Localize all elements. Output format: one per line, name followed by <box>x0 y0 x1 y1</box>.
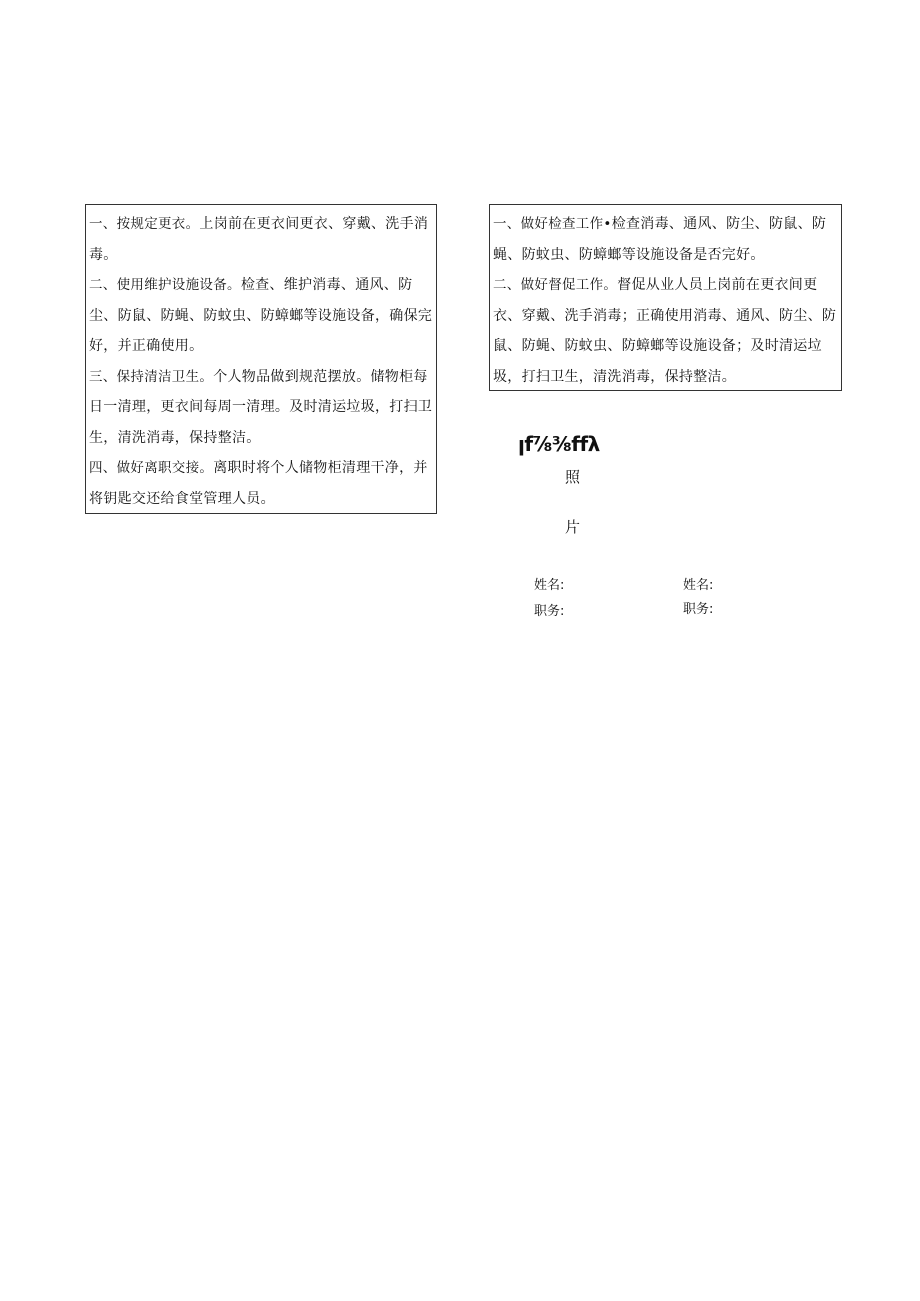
employee-rule-1 <box>89 209 433 270</box>
position-label-1: 职务: <box>534 604 565 619</box>
rule-body: 检查消毒、通风、防尘、防鼠、防蝇、防蚊虫、防蟑螂等设施设备是否完好。 <box>493 216 827 263</box>
employee-rule-2 <box>89 270 433 362</box>
manager-rules-box <box>489 204 842 391</box>
rule-heading: 一、做好检查工作• <box>493 216 612 232</box>
manager-rule-1 <box>493 209 838 270</box>
rule-heading: 二、使用维护设施设备。 <box>89 277 241 293</box>
manager-rule-2 <box>493 270 838 392</box>
rule-heading: 二、做好督促工作。 <box>493 277 618 293</box>
rule-heading: 一、按规定更衣。 <box>89 216 200 232</box>
rule-body: 离职时将个人储物柜清理干净，并将钥匙交还给食堂管理人员。 <box>89 460 428 507</box>
employee-rule-3 <box>89 362 433 454</box>
employee-rules-box <box>85 204 437 514</box>
section-title: ꞁf⁷⁄₈³⁄₈ffλ <box>518 432 600 456</box>
employee-rule-4 <box>89 453 433 514</box>
name-label-1: 姓名: <box>534 578 565 593</box>
rule-body: 检查、维护消毒、通风、防尘、防鼠、防蝇、防蚊虫、防蟑螂等设施设备，确保完好，并正确使用。 <box>89 277 433 354</box>
photo-placeholder-char-2: 片 <box>565 518 581 536</box>
rule-heading: 三、保持清洁卫生。 <box>89 368 214 385</box>
rule-heading: 四、做好离职交接。 <box>89 460 214 476</box>
photo-placeholder-char-1: 照 <box>565 468 581 486</box>
position-label-2: 职务: <box>683 602 714 617</box>
rule-body: 个人物品做到规范摆放。储物柜每日一清理，更衣间每周一清理。及时清运垃圾，打扫卫生，清洗消毒，保持整洁。 <box>89 368 433 446</box>
name-label-2: 姓名: <box>683 578 714 593</box>
rule-body: 上岗前在更衣间更衣、穿戴、洗手消毒。 <box>89 216 429 263</box>
rule-body: 督促从业人员上岗前在更衣间更衣、穿戴、洗手消毒；正确使用消毒、通风、防尘、防鼠、防蝇、防蚊虫、防蟑螂等设施设备；及时清运垃圾，打扫卫生，清洗消毒，保持整洁。 <box>493 277 837 385</box>
